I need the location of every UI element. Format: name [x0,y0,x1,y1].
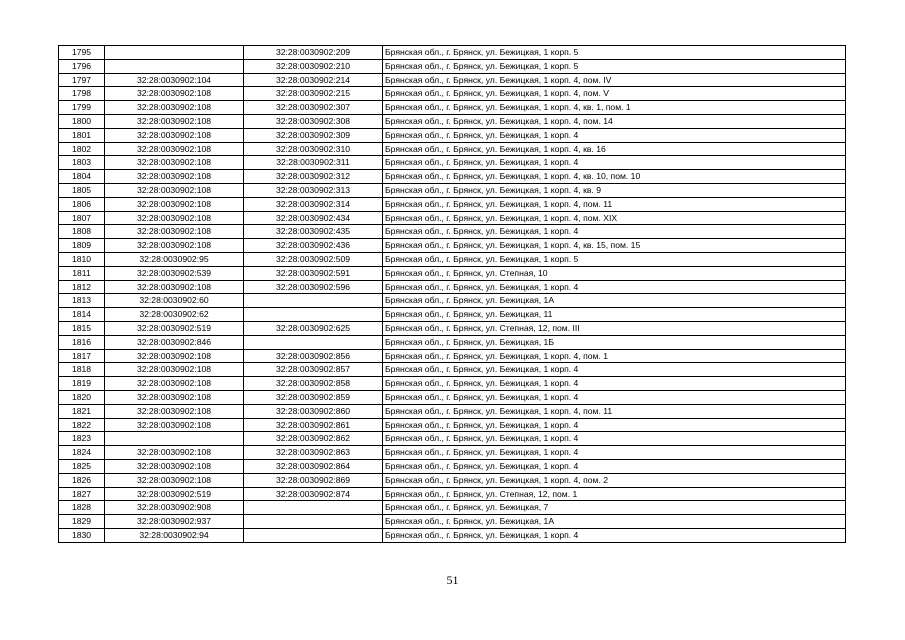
row-number-cell: 1812 [59,280,105,294]
table-row [59,294,846,308]
table-row [59,432,846,446]
cadastral-number-cell: 32:28:0030902:308 [244,114,383,128]
address-cell: Брянская обл., г. Брянск, ул. Бежицкая, 1 корп. 4, кв. 9 [383,183,846,197]
cadastral-number-cell: 32:28:0030902:864 [244,459,383,473]
cadastral-number-cell: 32:28:0030902:591 [244,266,383,280]
table-row [59,459,846,473]
address-cell: Брянская обл., г. Брянск, ул. Бежицкая, 1 корп. 4, пом. IV [383,73,846,87]
row-number-cell: 1817 [59,349,105,363]
parent-cadastral-number-cell: 32:28:0030902:108 [105,128,244,142]
parent-cadastral-number-cell: 32:28:0030902:108 [105,418,244,432]
cadastral-number-cell: 32:28:0030902:312 [244,170,383,184]
address-cell: Брянская обл., г. Брянск, ул. Бежицкая, 1 корп. 4 [383,459,846,473]
cadastral-number-cell: 32:28:0030902:860 [244,404,383,418]
row-number-cell: 1799 [59,101,105,115]
table-row [59,308,846,322]
cadastral-number-cell: 32:28:0030902:861 [244,418,383,432]
table-row [59,515,846,529]
row-number-cell: 1826 [59,473,105,487]
table-row [59,156,846,170]
address-cell: Брянская обл., г. Брянск, ул. Бежицкая, 7 [383,501,846,515]
parent-cadastral-number-cell [105,59,244,73]
parent-cadastral-number-cell: 32:28:0030902:539 [105,266,244,280]
table-row [59,528,846,542]
address-cell: Брянская обл., г. Брянск, ул. Бежицкая, 1 корп. 4 [383,377,846,391]
cadastral-number-cell: 32:28:0030902:856 [244,349,383,363]
address-cell: Брянская обл., г. Брянск, ул. Бежицкая, 1 корп. 5 [383,252,846,266]
cadastral-number-cell: 32:28:0030902:210 [244,59,383,73]
parent-cadastral-number-cell: 32:28:0030902:108 [105,377,244,391]
table-row [59,239,846,253]
cadastral-number-cell: 32:28:0030902:314 [244,197,383,211]
row-number-cell: 1805 [59,183,105,197]
parent-cadastral-number-cell: 32:28:0030902:108 [105,142,244,156]
parent-cadastral-number-cell: 32:28:0030902:108 [105,114,244,128]
cadastral-number-cell: 32:28:0030902:859 [244,390,383,404]
row-number-cell: 1808 [59,225,105,239]
parent-cadastral-number-cell: 32:28:0030902:62 [105,308,244,322]
address-cell: Брянская обл., г. Брянск, ул. Бежицкая, 1 корп. 4, пом. 2 [383,473,846,487]
table-row [59,404,846,418]
cadastral-number-cell: 32:28:0030902:307 [244,101,383,115]
cadastral-number-cell: 32:28:0030902:596 [244,280,383,294]
table-row [59,59,846,73]
address-cell: Брянская обл., г. Брянск, ул. Бежицкая, 1 корп. 4 [383,446,846,460]
cadastral-number-cell [244,501,383,515]
cadastral-number-cell: 32:28:0030902:874 [244,487,383,501]
cadastral-number-cell: 32:28:0030902:863 [244,446,383,460]
row-number-cell: 1795 [59,46,105,60]
address-cell: Брянская обл., г. Брянск, ул. Бежицкая, 1 корп. 4, кв. 16 [383,142,846,156]
cadastral-number-cell: 32:28:0030902:857 [244,363,383,377]
table-row [59,446,846,460]
cadastral-number-cell [244,308,383,322]
address-cell: Брянская обл., г. Брянск, ул. Бежицкая, 1 корп. 5 [383,46,846,60]
address-cell: Брянская обл., г. Брянск, ул. Бежицкая, 1 корп. 4, пом. 11 [383,197,846,211]
parent-cadastral-number-cell: 32:28:0030902:108 [105,225,244,239]
row-number-cell: 1815 [59,321,105,335]
table-row [59,197,846,211]
cadastral-number-cell [244,528,383,542]
row-number-cell: 1800 [59,114,105,128]
row-number-cell: 1829 [59,515,105,529]
parent-cadastral-number-cell: 32:28:0030902:108 [105,349,244,363]
parent-cadastral-number-cell: 32:28:0030902:108 [105,363,244,377]
cadastral-table [58,45,846,543]
parent-cadastral-number-cell: 32:28:0030902:108 [105,87,244,101]
table-row [59,73,846,87]
parent-cadastral-number-cell: 32:28:0030902:108 [105,239,244,253]
parent-cadastral-number-cell: 32:28:0030902:108 [105,473,244,487]
cadastral-number-cell: 32:28:0030902:310 [244,142,383,156]
table-row [59,377,846,391]
parent-cadastral-number-cell: 32:28:0030902:108 [105,211,244,225]
table-row [59,473,846,487]
address-cell: Брянская обл., г. Брянск, ул. Бежицкая, 1 корп. 4, пом. 11 [383,404,846,418]
row-number-cell: 1798 [59,87,105,101]
table-row [59,142,846,156]
table-row [59,335,846,349]
address-cell: Брянская обл., г. Брянск, ул. Бежицкая, 1 корп. 4, пом. 1 [383,349,846,363]
parent-cadastral-number-cell: 32:28:0030902:108 [105,101,244,115]
table-row [59,252,846,266]
row-number-cell: 1821 [59,404,105,418]
address-cell: Брянская обл., г. Брянск, ул. Бежицкая, 1Б [383,335,846,349]
table-row [59,390,846,404]
parent-cadastral-number-cell [105,46,244,60]
cadastral-number-cell: 32:28:0030902:215 [244,87,383,101]
parent-cadastral-number-cell: 32:28:0030902:108 [105,183,244,197]
table-row [59,487,846,501]
row-number-cell: 1811 [59,266,105,280]
address-cell: Брянская обл., г. Брянск, ул. Бежицкая, 1 корп. 4 [383,280,846,294]
row-number-cell: 1828 [59,501,105,515]
table-row [59,170,846,184]
row-number-cell: 1825 [59,459,105,473]
parent-cadastral-number-cell: 32:28:0030902:108 [105,280,244,294]
table-body [59,46,846,543]
table-row [59,87,846,101]
parent-cadastral-number-cell: 32:28:0030902:519 [105,487,244,501]
parent-cadastral-number-cell: 32:28:0030902:94 [105,528,244,542]
parent-cadastral-number-cell: 32:28:0030902:937 [105,515,244,529]
row-number-cell: 1806 [59,197,105,211]
row-number-cell: 1803 [59,156,105,170]
row-number-cell: 1797 [59,73,105,87]
address-cell: Брянская обл., г. Брянск, ул. Степная, 12, пом. III [383,321,846,335]
parent-cadastral-number-cell [105,432,244,446]
parent-cadastral-number-cell: 32:28:0030902:108 [105,156,244,170]
cadastral-number-cell: 32:28:0030902:435 [244,225,383,239]
row-number-cell: 1816 [59,335,105,349]
row-number-cell: 1824 [59,446,105,460]
table-row [59,321,846,335]
cadastral-number-cell: 32:28:0030902:313 [244,183,383,197]
cadastral-number-cell: 32:28:0030902:509 [244,252,383,266]
parent-cadastral-number-cell: 32:28:0030902:108 [105,446,244,460]
parent-cadastral-number-cell: 32:28:0030902:60 [105,294,244,308]
table-row [59,349,846,363]
address-cell: Брянская обл., г. Брянск, ул. Степная, 10 [383,266,846,280]
table-row [59,211,846,225]
address-cell: Брянская обл., г. Брянск, ул. Бежицкая, 1 корп. 4, кв. 15, пом. 15 [383,239,846,253]
cadastral-number-cell: 32:28:0030902:625 [244,321,383,335]
parent-cadastral-number-cell: 32:28:0030902:908 [105,501,244,515]
cadastral-number-cell: 32:28:0030902:869 [244,473,383,487]
address-cell: Брянская обл., г. Брянск, ул. Бежицкая, 1 корп. 4 [383,128,846,142]
table-row [59,280,846,294]
row-number-cell: 1822 [59,418,105,432]
address-cell: Брянская обл., г. Брянск, ул. Бежицкая, 1 корп. 4, кв. 1, пом. 1 [383,101,846,115]
cadastral-number-cell: 32:28:0030902:858 [244,377,383,391]
address-cell: Брянская обл., г. Брянск, ул. Бежицкая, 1 корп. 5 [383,59,846,73]
address-cell: Брянская обл., г. Брянск, ул. Бежицкая, 1 корп. 4, кв. 10, пом. 10 [383,170,846,184]
address-cell: Брянская обл., г. Брянск, ул. Бежицкая, 1 корп. 4 [383,225,846,239]
address-cell: Брянская обл., г. Брянск, ул. Бежицкая, 1 корп. 4 [383,156,846,170]
row-number-cell: 1809 [59,239,105,253]
row-number-cell: 1801 [59,128,105,142]
row-number-cell: 1810 [59,252,105,266]
cadastral-number-cell [244,335,383,349]
parent-cadastral-number-cell: 32:28:0030902:108 [105,197,244,211]
address-cell: Брянская обл., г. Брянск, ул. Бежицкая, 1 корп. 4, пом. V [383,87,846,101]
table-row [59,363,846,377]
address-cell: Брянская обл., г. Брянск, ул. Бежицкая, 1А [383,294,846,308]
row-number-cell: 1813 [59,294,105,308]
cadastral-number-cell [244,294,383,308]
row-number-cell: 1807 [59,211,105,225]
address-cell: Брянская обл., г. Брянск, ул. Бежицкая, 1 корп. 4 [383,390,846,404]
parent-cadastral-number-cell: 32:28:0030902:519 [105,321,244,335]
row-number-cell: 1819 [59,377,105,391]
parent-cadastral-number-cell: 32:28:0030902:108 [105,390,244,404]
parent-cadastral-number-cell: 32:28:0030902:108 [105,170,244,184]
row-number-cell: 1830 [59,528,105,542]
row-number-cell: 1820 [59,390,105,404]
table-row [59,225,846,239]
address-cell: Брянская обл., г. Брянск, ул. Бежицкая, 1 корп. 4, пом. XIX [383,211,846,225]
address-cell: Брянская обл., г. Брянск, ул. Бежицкая, 1А [383,515,846,529]
table-row [59,418,846,432]
parent-cadastral-number-cell: 32:28:0030902:95 [105,252,244,266]
cadastral-number-cell: 32:28:0030902:311 [244,156,383,170]
table-row [59,183,846,197]
address-cell: Брянская обл., г. Брянск, ул. Бежицкая, 1 корп. 4 [383,528,846,542]
cadastral-number-cell [244,515,383,529]
address-cell: Брянская обл., г. Брянск, ул. Степная, 12, пом. 1 [383,487,846,501]
table-row [59,501,846,515]
row-number-cell: 1823 [59,432,105,446]
address-cell: Брянская обл., г. Брянск, ул. Бежицкая, 1 корп. 4, пом. 14 [383,114,846,128]
cadastral-number-cell: 32:28:0030902:862 [244,432,383,446]
cadastral-number-cell: 32:28:0030902:309 [244,128,383,142]
row-number-cell: 1796 [59,59,105,73]
parent-cadastral-number-cell: 32:28:0030902:104 [105,73,244,87]
table-row [59,266,846,280]
cadastral-number-cell: 32:28:0030902:434 [244,211,383,225]
address-cell: Брянская обл., г. Брянск, ул. Бежицкая, 1 корп. 4 [383,418,846,432]
table-row [59,114,846,128]
parent-cadastral-number-cell: 32:28:0030902:108 [105,404,244,418]
cadastral-number-cell: 32:28:0030902:436 [244,239,383,253]
address-cell: Брянская обл., г. Брянск, ул. Бежицкая, 1 корп. 4 [383,363,846,377]
parent-cadastral-number-cell: 32:28:0030902:108 [105,459,244,473]
row-number-cell: 1818 [59,363,105,377]
table-row [59,46,846,60]
address-cell: Брянская обл., г. Брянск, ул. Бежицкая, 11 [383,308,846,322]
row-number-cell: 1827 [59,487,105,501]
table-row [59,101,846,115]
parent-cadastral-number-cell: 32:28:0030902:846 [105,335,244,349]
row-number-cell: 1804 [59,170,105,184]
table-row [59,128,846,142]
cadastral-number-cell: 32:28:0030902:209 [244,46,383,60]
address-cell: Брянская обл., г. Брянск, ул. Бежицкая, 1 корп. 4 [383,432,846,446]
page-number: 51 [446,573,459,587]
row-number-cell: 1814 [59,308,105,322]
row-number-cell: 1802 [59,142,105,156]
cadastral-number-cell: 32:28:0030902:214 [244,73,383,87]
